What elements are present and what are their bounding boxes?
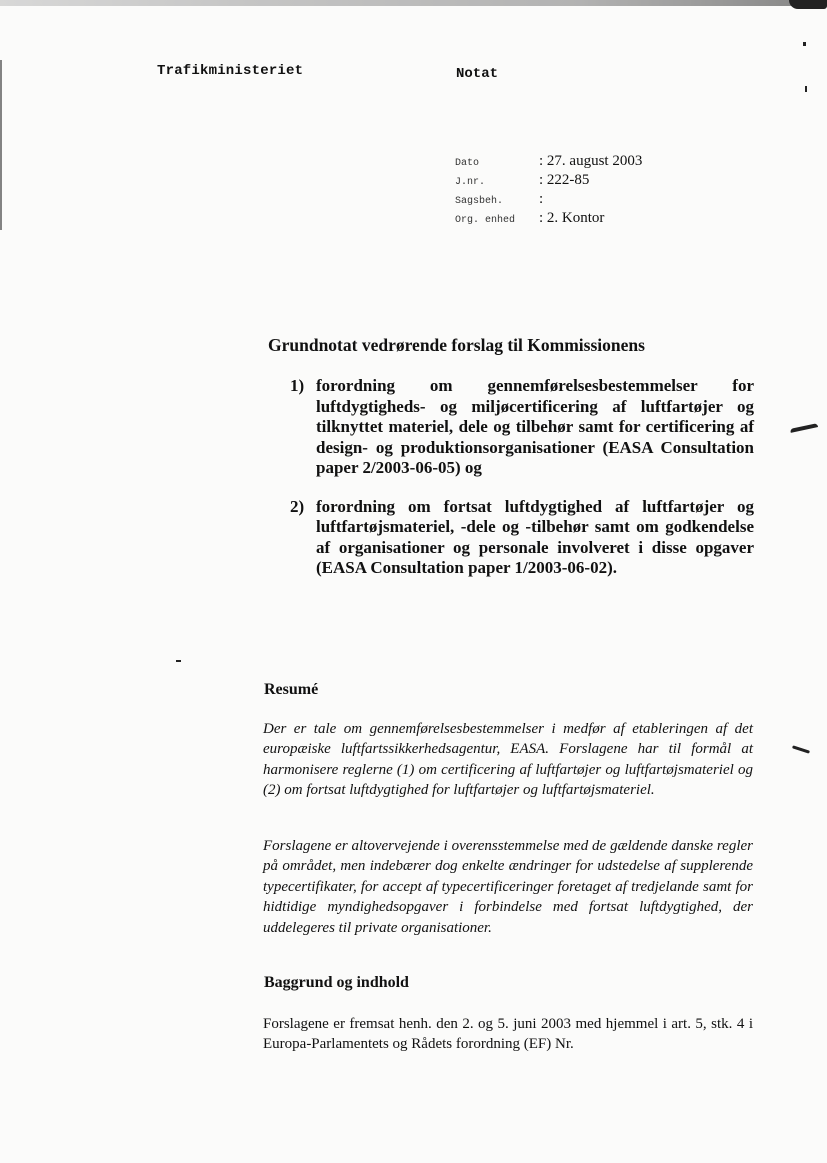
proposal-number: 1) [290, 376, 305, 395]
proposal-text: forordning om fortsat luftdygtighed af luftfartøjer og luftfartøjsmateriel, -dele og -tilbehør samt om godkendelse af organisationer og personale involveret i disse opgaver (EASA Consultation paper 1/2003-06-02). [316, 496, 754, 577]
proposal-item [290, 497, 754, 579]
scan-speck [176, 660, 181, 662]
scan-speck [792, 745, 810, 753]
background-title: Baggrund og indhold [264, 974, 409, 991]
document-heading: Grundnotat vedrørende forslag til Kommissionens [268, 335, 645, 355]
background-paragraph: Forslagene er fremsat henh. den 2. og 5. juni 2003 med hjemmel i art. 5, stk. 4 i Europa-Parlamentets og Rådets forordning (EF) Nr. [263, 1016, 753, 1053]
meta-row-case-officer [455, 191, 642, 210]
scan-speck [805, 86, 807, 92]
meta-label: Dato [455, 158, 480, 169]
resume-paragraph-2: Forslagene er altovervejende i overensstemmelse med de gældende danske regler på området, men indebærer dog enkelte ændringer for udstedelse af supplerende typecertifikater, for accept af typecertificeringer foretaget af tredjelande samt for hidtidige myndighedsopgaver i forbindelse med fortsat luftdygtighed, der uddelegeres til private organisationer. [263, 838, 753, 936]
meta-value: : 222-85 [539, 172, 590, 188]
meta-label: J.nr. [455, 177, 486, 188]
proposal-number: 2) [290, 496, 305, 516]
metadata-block [455, 153, 642, 229]
scan-edge-left [0, 60, 2, 230]
proposal-text: forordning om gennemførelsesbestemmelser for luftdygtigheds- og miljøcertificering af luftfartøjer og tilknyttet materiel, dele og tilbehør samt for certificering af design- og produktionsorganisationer (EASA Consultation paper 2/2003-06-05) og [316, 376, 754, 477]
proposal-item [290, 376, 754, 479]
resume-title: Resumé [264, 681, 319, 698]
scan-speck [789, 0, 827, 9]
meta-value: : 27. august 2003 [539, 153, 643, 169]
scan-speck [790, 423, 818, 433]
meta-label: Sagsbeh. [455, 196, 504, 207]
scan-edge-top [0, 0, 827, 6]
scan-speck [803, 42, 806, 46]
meta-row-date [455, 153, 642, 172]
proposal-list [290, 376, 754, 579]
resume-paragraph-1: Der er tale om gennemførelsesbestemmelser i medfør af etableringen af det europæiske luftfartssikkerhedsagentur, EASA. Forslagene har til formål at harmonisere reglerne (1) om certificering af luftfartøjer og luftfartøjsmateriel og (2) om fortsat luftdygtighed for luftfartøjer og luftfartøjsmateriel. [263, 721, 753, 799]
meta-value: : 2. Kontor [539, 210, 605, 226]
document-type: Notat [456, 66, 499, 82]
ministry-name: Trafikministeriet [157, 63, 304, 79]
meta-label: Org. enhed [455, 215, 516, 226]
meta-row-org-unit [455, 210, 642, 229]
meta-value: : [539, 191, 544, 207]
meta-row-journal [455, 172, 642, 191]
